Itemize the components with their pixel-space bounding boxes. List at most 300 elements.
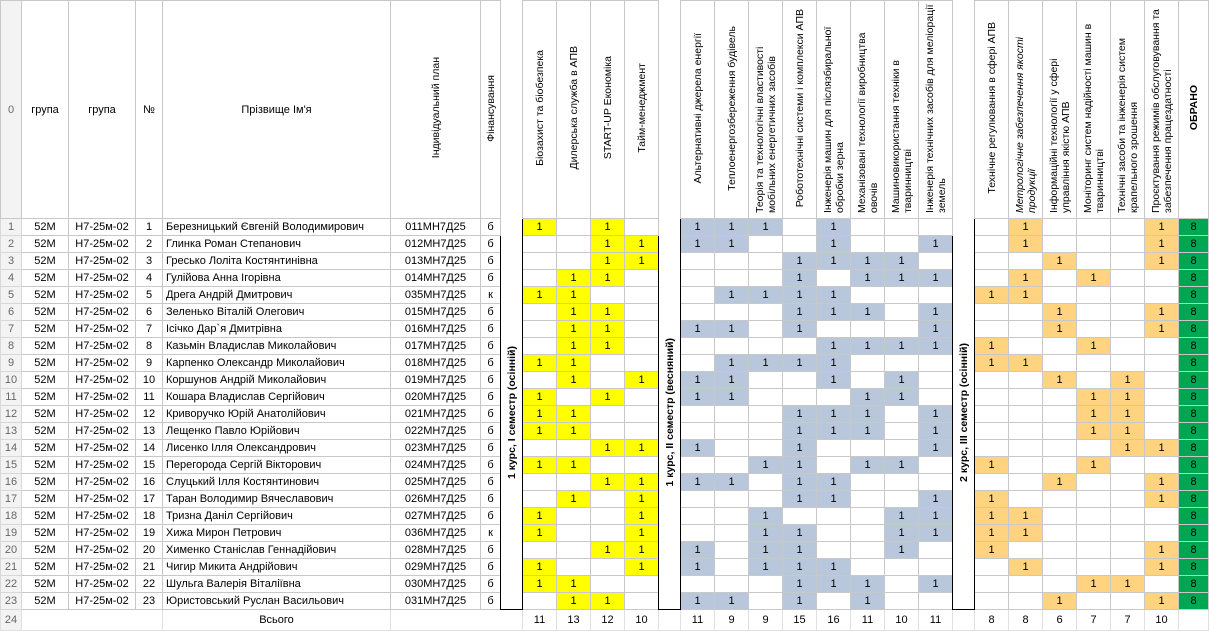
student-name-cell[interactable]: Зеленько Віталій Олегович — [163, 304, 391, 321]
selection-cell[interactable] — [851, 287, 885, 304]
selection-cell[interactable] — [1043, 236, 1077, 253]
student-name-cell[interactable]: Юристовський Руслан Васильович — [163, 593, 391, 610]
selection-cell[interactable] — [1043, 576, 1077, 593]
selection-cell[interactable]: 1 — [1043, 304, 1077, 321]
selection-cell[interactable]: 1 — [591, 338, 625, 355]
number-cell[interactable]: 3 — [136, 253, 163, 270]
selection-cell[interactable]: 1 — [919, 321, 953, 338]
selection-cell[interactable]: 1 — [1009, 287, 1043, 304]
chosen-total-cell[interactable]: 8 — [1179, 355, 1209, 372]
selection-cell[interactable] — [715, 525, 749, 542]
financing-cell[interactable]: б — [481, 219, 501, 236]
selection-cell[interactable] — [1111, 236, 1145, 253]
group-code-cell[interactable]: Н7-25м-02 — [69, 559, 136, 576]
selection-cell[interactable] — [715, 559, 749, 576]
selection-cell[interactable] — [715, 270, 749, 287]
selection-cell[interactable] — [591, 525, 625, 542]
selection-cell[interactable] — [1009, 253, 1043, 270]
selection-cell[interactable] — [1009, 406, 1043, 423]
plan-cell[interactable]: 020МН7Д25 — [391, 389, 481, 406]
selection-cell[interactable]: 1 — [715, 372, 749, 389]
selection-cell[interactable] — [625, 406, 659, 423]
student-name-cell[interactable]: Глинка Роман Степанович — [163, 236, 391, 253]
financing-cell[interactable]: б — [481, 389, 501, 406]
selection-cell[interactable] — [919, 474, 953, 491]
selection-cell[interactable]: 1 — [851, 593, 885, 610]
selection-cell[interactable] — [1077, 440, 1111, 457]
number-cell[interactable]: 16 — [136, 474, 163, 491]
financing-cell[interactable]: б — [481, 508, 501, 525]
group-code-cell[interactable]: Н7-25м-02 — [69, 389, 136, 406]
selection-cell[interactable] — [975, 219, 1009, 236]
selection-cell[interactable] — [1145, 355, 1179, 372]
selection-cell[interactable] — [715, 542, 749, 559]
selection-cell[interactable]: 1 — [681, 321, 715, 338]
chosen-total-cell[interactable]: 8 — [1179, 372, 1209, 389]
group-cell[interactable]: 52М — [22, 355, 69, 372]
selection-cell[interactable] — [851, 508, 885, 525]
chosen-total-cell[interactable]: 8 — [1179, 542, 1209, 559]
selection-cell[interactable] — [1145, 338, 1179, 355]
selection-cell[interactable] — [783, 372, 817, 389]
selection-cell[interactable]: 1 — [919, 270, 953, 287]
selection-cell[interactable]: 1 — [591, 304, 625, 321]
selection-cell[interactable] — [1009, 423, 1043, 440]
selection-cell[interactable]: 1 — [817, 287, 851, 304]
selection-cell[interactable]: 1 — [1043, 372, 1077, 389]
selection-cell[interactable] — [1111, 321, 1145, 338]
selection-cell[interactable] — [1145, 389, 1179, 406]
number-cell[interactable]: 5 — [136, 287, 163, 304]
financing-cell[interactable]: б — [481, 372, 501, 389]
selection-cell[interactable]: 1 — [975, 287, 1009, 304]
selection-cell[interactable]: 1 — [1043, 474, 1077, 491]
selection-cell[interactable] — [749, 389, 783, 406]
selection-cell[interactable] — [1077, 304, 1111, 321]
selection-cell[interactable]: 1 — [1145, 236, 1179, 253]
selection-cell[interactable]: 1 — [1111, 440, 1145, 457]
selection-cell[interactable] — [591, 355, 625, 372]
student-name-cell[interactable]: Лещенко Павло Юрійович — [163, 423, 391, 440]
number-cell[interactable]: 4 — [136, 270, 163, 287]
selection-cell[interactable] — [681, 491, 715, 508]
selection-cell[interactable] — [557, 474, 591, 491]
selection-cell[interactable] — [1077, 287, 1111, 304]
selection-cell[interactable]: 1 — [885, 457, 919, 474]
selection-cell[interactable]: 1 — [625, 372, 659, 389]
plan-cell[interactable]: 023МН7Д25 — [391, 440, 481, 457]
selection-cell[interactable] — [625, 219, 659, 236]
selection-cell[interactable] — [975, 440, 1009, 457]
selection-cell[interactable] — [681, 355, 715, 372]
selection-cell[interactable]: 1 — [715, 219, 749, 236]
selection-cell[interactable]: 1 — [919, 440, 953, 457]
selection-cell[interactable] — [1043, 542, 1077, 559]
selection-cell[interactable]: 1 — [557, 372, 591, 389]
group-code-cell[interactable]: Н7-25м-02 — [69, 304, 136, 321]
selection-cell[interactable] — [1043, 525, 1077, 542]
selection-cell[interactable] — [1111, 593, 1145, 610]
selection-cell[interactable] — [1077, 219, 1111, 236]
selection-cell[interactable] — [885, 491, 919, 508]
number-cell[interactable]: 22 — [136, 576, 163, 593]
group-code-cell[interactable]: Н7-25м-02 — [69, 440, 136, 457]
selection-cell[interactable]: 1 — [885, 389, 919, 406]
selection-cell[interactable] — [975, 304, 1009, 321]
group-code-cell[interactable]: Н7-25м-02 — [69, 270, 136, 287]
selection-cell[interactable] — [885, 236, 919, 253]
selection-cell[interactable] — [1145, 372, 1179, 389]
selection-cell[interactable]: 1 — [783, 576, 817, 593]
student-name-cell[interactable]: Криворучко Юрій Анатолійович — [163, 406, 391, 423]
selection-cell[interactable] — [1009, 593, 1043, 610]
selection-cell[interactable]: 1 — [783, 542, 817, 559]
selection-cell[interactable] — [715, 338, 749, 355]
selection-cell[interactable]: 1 — [681, 372, 715, 389]
selection-cell[interactable]: 1 — [1111, 389, 1145, 406]
selection-cell[interactable] — [919, 559, 953, 576]
selection-cell[interactable] — [975, 236, 1009, 253]
group-cell[interactable]: 52М — [22, 474, 69, 491]
selection-cell[interactable]: 1 — [885, 270, 919, 287]
financing-cell[interactable]: к — [481, 525, 501, 542]
selection-cell[interactable]: 1 — [749, 559, 783, 576]
selection-cell[interactable]: 1 — [681, 236, 715, 253]
group-cell[interactable]: 52М — [22, 593, 69, 610]
selection-cell[interactable] — [1111, 270, 1145, 287]
selection-cell[interactable] — [851, 355, 885, 372]
selection-cell[interactable]: 1 — [919, 406, 953, 423]
number-cell[interactable]: 7 — [136, 321, 163, 338]
chosen-total-cell[interactable]: 8 — [1179, 287, 1209, 304]
selection-cell[interactable] — [591, 423, 625, 440]
student-name-cell[interactable]: Карпенко Олександр Миколайович — [163, 355, 391, 372]
selection-cell[interactable] — [1009, 542, 1043, 559]
chosen-total-cell[interactable]: 8 — [1179, 491, 1209, 508]
selection-cell[interactable] — [557, 253, 591, 270]
number-cell[interactable]: 6 — [136, 304, 163, 321]
selection-cell[interactable] — [715, 304, 749, 321]
selection-cell[interactable] — [557, 236, 591, 253]
selection-cell[interactable]: 1 — [783, 253, 817, 270]
selection-cell[interactable] — [1145, 406, 1179, 423]
financing-cell[interactable]: б — [481, 457, 501, 474]
selection-cell[interactable] — [523, 593, 557, 610]
selection-cell[interactable] — [523, 491, 557, 508]
student-name-cell[interactable]: Слуцький Ілля Костянтинович — [163, 474, 391, 491]
selection-cell[interactable] — [1145, 457, 1179, 474]
selection-cell[interactable] — [591, 491, 625, 508]
selection-cell[interactable] — [817, 457, 851, 474]
selection-cell[interactable] — [523, 542, 557, 559]
selection-cell[interactable]: 1 — [975, 457, 1009, 474]
selection-cell[interactable]: 1 — [1009, 270, 1043, 287]
selection-cell[interactable] — [975, 253, 1009, 270]
selection-cell[interactable]: 1 — [1145, 440, 1179, 457]
selection-cell[interactable] — [715, 457, 749, 474]
selection-cell[interactable]: 1 — [783, 525, 817, 542]
group-code-cell[interactable]: Н7-25м-02 — [69, 576, 136, 593]
selection-cell[interactable] — [523, 270, 557, 287]
selection-cell[interactable] — [749, 474, 783, 491]
selection-cell[interactable] — [625, 576, 659, 593]
selection-cell[interactable] — [523, 338, 557, 355]
selection-cell[interactable]: 1 — [885, 372, 919, 389]
selection-cell[interactable] — [1043, 270, 1077, 287]
plan-cell[interactable]: 036МН7Д25 — [391, 525, 481, 542]
student-name-cell[interactable]: Хижа Мирон Петрович — [163, 525, 391, 542]
selection-cell[interactable] — [681, 406, 715, 423]
selection-cell[interactable] — [851, 440, 885, 457]
selection-cell[interactable]: 1 — [851, 338, 885, 355]
selection-cell[interactable] — [523, 440, 557, 457]
selection-cell[interactable]: 1 — [1111, 423, 1145, 440]
group-code-cell[interactable]: Н7-25м-02 — [69, 406, 136, 423]
selection-cell[interactable]: 1 — [1077, 270, 1111, 287]
selection-cell[interactable] — [1043, 491, 1077, 508]
group-code-cell[interactable]: Н7-25м-02 — [69, 355, 136, 372]
selection-cell[interactable]: 1 — [1111, 576, 1145, 593]
selection-cell[interactable] — [885, 321, 919, 338]
selection-cell[interactable] — [885, 423, 919, 440]
group-cell[interactable]: 52М — [22, 372, 69, 389]
selection-cell[interactable] — [625, 457, 659, 474]
group-cell[interactable]: 52М — [22, 457, 69, 474]
chosen-total-cell[interactable]: 8 — [1179, 576, 1209, 593]
selection-cell[interactable]: 1 — [715, 321, 749, 338]
selection-cell[interactable] — [681, 423, 715, 440]
group-cell[interactable]: 52М — [22, 219, 69, 236]
selection-cell[interactable] — [1077, 559, 1111, 576]
selection-cell[interactable]: 1 — [1145, 474, 1179, 491]
selection-cell[interactable]: 1 — [1145, 593, 1179, 610]
selection-cell[interactable] — [1111, 559, 1145, 576]
selection-cell[interactable]: 1 — [681, 542, 715, 559]
selection-cell[interactable] — [817, 508, 851, 525]
selection-cell[interactable]: 1 — [749, 508, 783, 525]
selection-cell[interactable]: 1 — [817, 355, 851, 372]
selection-cell[interactable]: 1 — [817, 406, 851, 423]
selection-cell[interactable]: 1 — [817, 559, 851, 576]
plan-cell[interactable]: 022МН7Д25 — [391, 423, 481, 440]
student-name-cell[interactable]: Гулійова Анна Ігорівна — [163, 270, 391, 287]
selection-cell[interactable]: 1 — [749, 542, 783, 559]
selection-cell[interactable] — [851, 219, 885, 236]
selection-cell[interactable]: 1 — [783, 355, 817, 372]
number-cell[interactable]: 23 — [136, 593, 163, 610]
selection-cell[interactable] — [1043, 559, 1077, 576]
selection-cell[interactable] — [591, 576, 625, 593]
selection-cell[interactable] — [1111, 525, 1145, 542]
selection-cell[interactable]: 1 — [817, 423, 851, 440]
group-code-cell[interactable]: Н7-25м-02 — [69, 542, 136, 559]
selection-cell[interactable] — [591, 372, 625, 389]
selection-cell[interactable]: 1 — [749, 355, 783, 372]
selection-cell[interactable] — [783, 338, 817, 355]
plan-cell[interactable]: 021МН7Д25 — [391, 406, 481, 423]
number-cell[interactable]: 17 — [136, 491, 163, 508]
selection-cell[interactable]: 1 — [885, 525, 919, 542]
selection-cell[interactable]: 1 — [681, 389, 715, 406]
selection-cell[interactable]: 1 — [523, 219, 557, 236]
selection-cell[interactable] — [975, 593, 1009, 610]
selection-cell[interactable]: 1 — [975, 542, 1009, 559]
student-name-cell[interactable]: Березницький Євгеній Володимирович — [163, 219, 391, 236]
selection-cell[interactable] — [715, 508, 749, 525]
selection-cell[interactable] — [1009, 389, 1043, 406]
chosen-total-cell[interactable]: 8 — [1179, 440, 1209, 457]
selection-cell[interactable]: 1 — [557, 355, 591, 372]
selection-cell[interactable]: 1 — [1145, 219, 1179, 236]
selection-cell[interactable]: 1 — [591, 542, 625, 559]
selection-cell[interactable] — [1111, 253, 1145, 270]
selection-cell[interactable]: 1 — [523, 576, 557, 593]
selection-cell[interactable]: 1 — [749, 457, 783, 474]
group-code-cell[interactable]: Н7-25м-02 — [69, 474, 136, 491]
number-cell[interactable]: 8 — [136, 338, 163, 355]
selection-cell[interactable]: 1 — [625, 474, 659, 491]
selection-cell[interactable] — [975, 270, 1009, 287]
plan-cell[interactable]: 025МН7Д25 — [391, 474, 481, 491]
group-cell[interactable]: 52М — [22, 253, 69, 270]
selection-cell[interactable]: 1 — [919, 423, 953, 440]
selection-cell[interactable]: 1 — [1009, 508, 1043, 525]
group-cell[interactable]: 52М — [22, 270, 69, 287]
selection-cell[interactable] — [557, 389, 591, 406]
selection-cell[interactable]: 1 — [523, 406, 557, 423]
selection-cell[interactable]: 1 — [523, 508, 557, 525]
chosen-total-cell[interactable]: 8 — [1179, 406, 1209, 423]
selection-cell[interactable]: 1 — [851, 423, 885, 440]
selection-cell[interactable]: 1 — [681, 440, 715, 457]
selection-cell[interactable]: 1 — [783, 593, 817, 610]
selection-cell[interactable] — [749, 338, 783, 355]
selection-cell[interactable] — [557, 508, 591, 525]
selection-cell[interactable] — [1077, 355, 1111, 372]
selection-cell[interactable] — [919, 355, 953, 372]
group-code-cell[interactable]: Н7-25м-02 — [69, 457, 136, 474]
selection-cell[interactable]: 1 — [557, 338, 591, 355]
selection-cell[interactable] — [625, 304, 659, 321]
selection-cell[interactable]: 1 — [557, 576, 591, 593]
selection-cell[interactable]: 1 — [557, 270, 591, 287]
selection-cell[interactable] — [1043, 338, 1077, 355]
selection-cell[interactable]: 1 — [1009, 525, 1043, 542]
chosen-total-cell[interactable]: 8 — [1179, 389, 1209, 406]
chosen-total-cell[interactable]: 8 — [1179, 457, 1209, 474]
chosen-total-cell[interactable]: 8 — [1179, 559, 1209, 576]
selection-cell[interactable] — [1145, 287, 1179, 304]
selection-cell[interactable]: 1 — [1043, 253, 1077, 270]
selection-cell[interactable] — [715, 406, 749, 423]
selection-cell[interactable] — [749, 593, 783, 610]
selection-cell[interactable] — [975, 474, 1009, 491]
selection-cell[interactable]: 1 — [1009, 219, 1043, 236]
selection-cell[interactable] — [885, 593, 919, 610]
selection-cell[interactable]: 1 — [919, 525, 953, 542]
selection-cell[interactable]: 1 — [919, 491, 953, 508]
selection-cell[interactable]: 1 — [557, 593, 591, 610]
selection-cell[interactable]: 1 — [715, 355, 749, 372]
selection-cell[interactable] — [625, 355, 659, 372]
selection-cell[interactable]: 1 — [885, 508, 919, 525]
selection-cell[interactable]: 1 — [625, 491, 659, 508]
selection-cell[interactable]: 1 — [557, 491, 591, 508]
selection-cell[interactable]: 1 — [1077, 406, 1111, 423]
plan-cell[interactable]: 029МН7Д25 — [391, 559, 481, 576]
selection-cell[interactable] — [1145, 525, 1179, 542]
selection-cell[interactable] — [919, 219, 953, 236]
chosen-total-cell[interactable]: 8 — [1179, 219, 1209, 236]
student-name-cell[interactable]: Тризна Даніл Сергійович — [163, 508, 391, 525]
selection-cell[interactable] — [1043, 423, 1077, 440]
financing-cell[interactable]: б — [481, 542, 501, 559]
chosen-total-cell[interactable]: 8 — [1179, 236, 1209, 253]
group-cell[interactable]: 52М — [22, 525, 69, 542]
selection-cell[interactable]: 1 — [975, 491, 1009, 508]
selection-cell[interactable] — [1077, 474, 1111, 491]
selection-cell[interactable]: 1 — [1145, 321, 1179, 338]
selection-cell[interactable] — [851, 372, 885, 389]
selection-cell[interactable]: 1 — [783, 287, 817, 304]
selection-cell[interactable]: 1 — [783, 440, 817, 457]
selection-cell[interactable]: 1 — [557, 287, 591, 304]
group-code-cell[interactable]: Н7-25м-02 — [69, 491, 136, 508]
selection-cell[interactable] — [625, 423, 659, 440]
selection-cell[interactable] — [1043, 508, 1077, 525]
selection-cell[interactable]: 1 — [591, 270, 625, 287]
selection-cell[interactable] — [681, 253, 715, 270]
selection-cell[interactable]: 1 — [523, 559, 557, 576]
number-cell[interactable]: 20 — [136, 542, 163, 559]
selection-cell[interactable] — [885, 474, 919, 491]
selection-cell[interactable]: 1 — [975, 355, 1009, 372]
selection-cell[interactable] — [715, 423, 749, 440]
selection-cell[interactable] — [1111, 474, 1145, 491]
group-code-cell[interactable]: Н7-25м-02 — [69, 287, 136, 304]
selection-cell[interactable] — [975, 559, 1009, 576]
selection-cell[interactable]: 1 — [851, 389, 885, 406]
selection-cell[interactable]: 1 — [851, 304, 885, 321]
selection-cell[interactable] — [975, 423, 1009, 440]
group-cell[interactable]: 52М — [22, 321, 69, 338]
selection-cell[interactable]: 1 — [681, 219, 715, 236]
selection-cell[interactable] — [1043, 355, 1077, 372]
selection-cell[interactable] — [523, 253, 557, 270]
selection-cell[interactable] — [1111, 355, 1145, 372]
selection-cell[interactable] — [681, 338, 715, 355]
selection-cell[interactable]: 1 — [523, 355, 557, 372]
selection-cell[interactable] — [975, 321, 1009, 338]
selection-cell[interactable] — [1111, 304, 1145, 321]
selection-cell[interactable] — [1077, 491, 1111, 508]
student-name-cell[interactable]: Ісічко Дар`я Дмитрівна — [163, 321, 391, 338]
selection-cell[interactable] — [1043, 457, 1077, 474]
plan-cell[interactable]: 014МН7Д25 — [391, 270, 481, 287]
selection-cell[interactable]: 1 — [625, 253, 659, 270]
selection-cell[interactable]: 1 — [817, 372, 851, 389]
selection-cell[interactable]: 1 — [817, 576, 851, 593]
selection-cell[interactable]: 1 — [523, 287, 557, 304]
selection-cell[interactable] — [523, 372, 557, 389]
selection-cell[interactable] — [1009, 491, 1043, 508]
financing-cell[interactable]: б — [481, 304, 501, 321]
selection-cell[interactable] — [591, 406, 625, 423]
selection-cell[interactable] — [885, 304, 919, 321]
chosen-total-cell[interactable]: 8 — [1179, 304, 1209, 321]
selection-cell[interactable] — [681, 576, 715, 593]
group-code-cell[interactable]: Н7-25м-02 — [69, 338, 136, 355]
